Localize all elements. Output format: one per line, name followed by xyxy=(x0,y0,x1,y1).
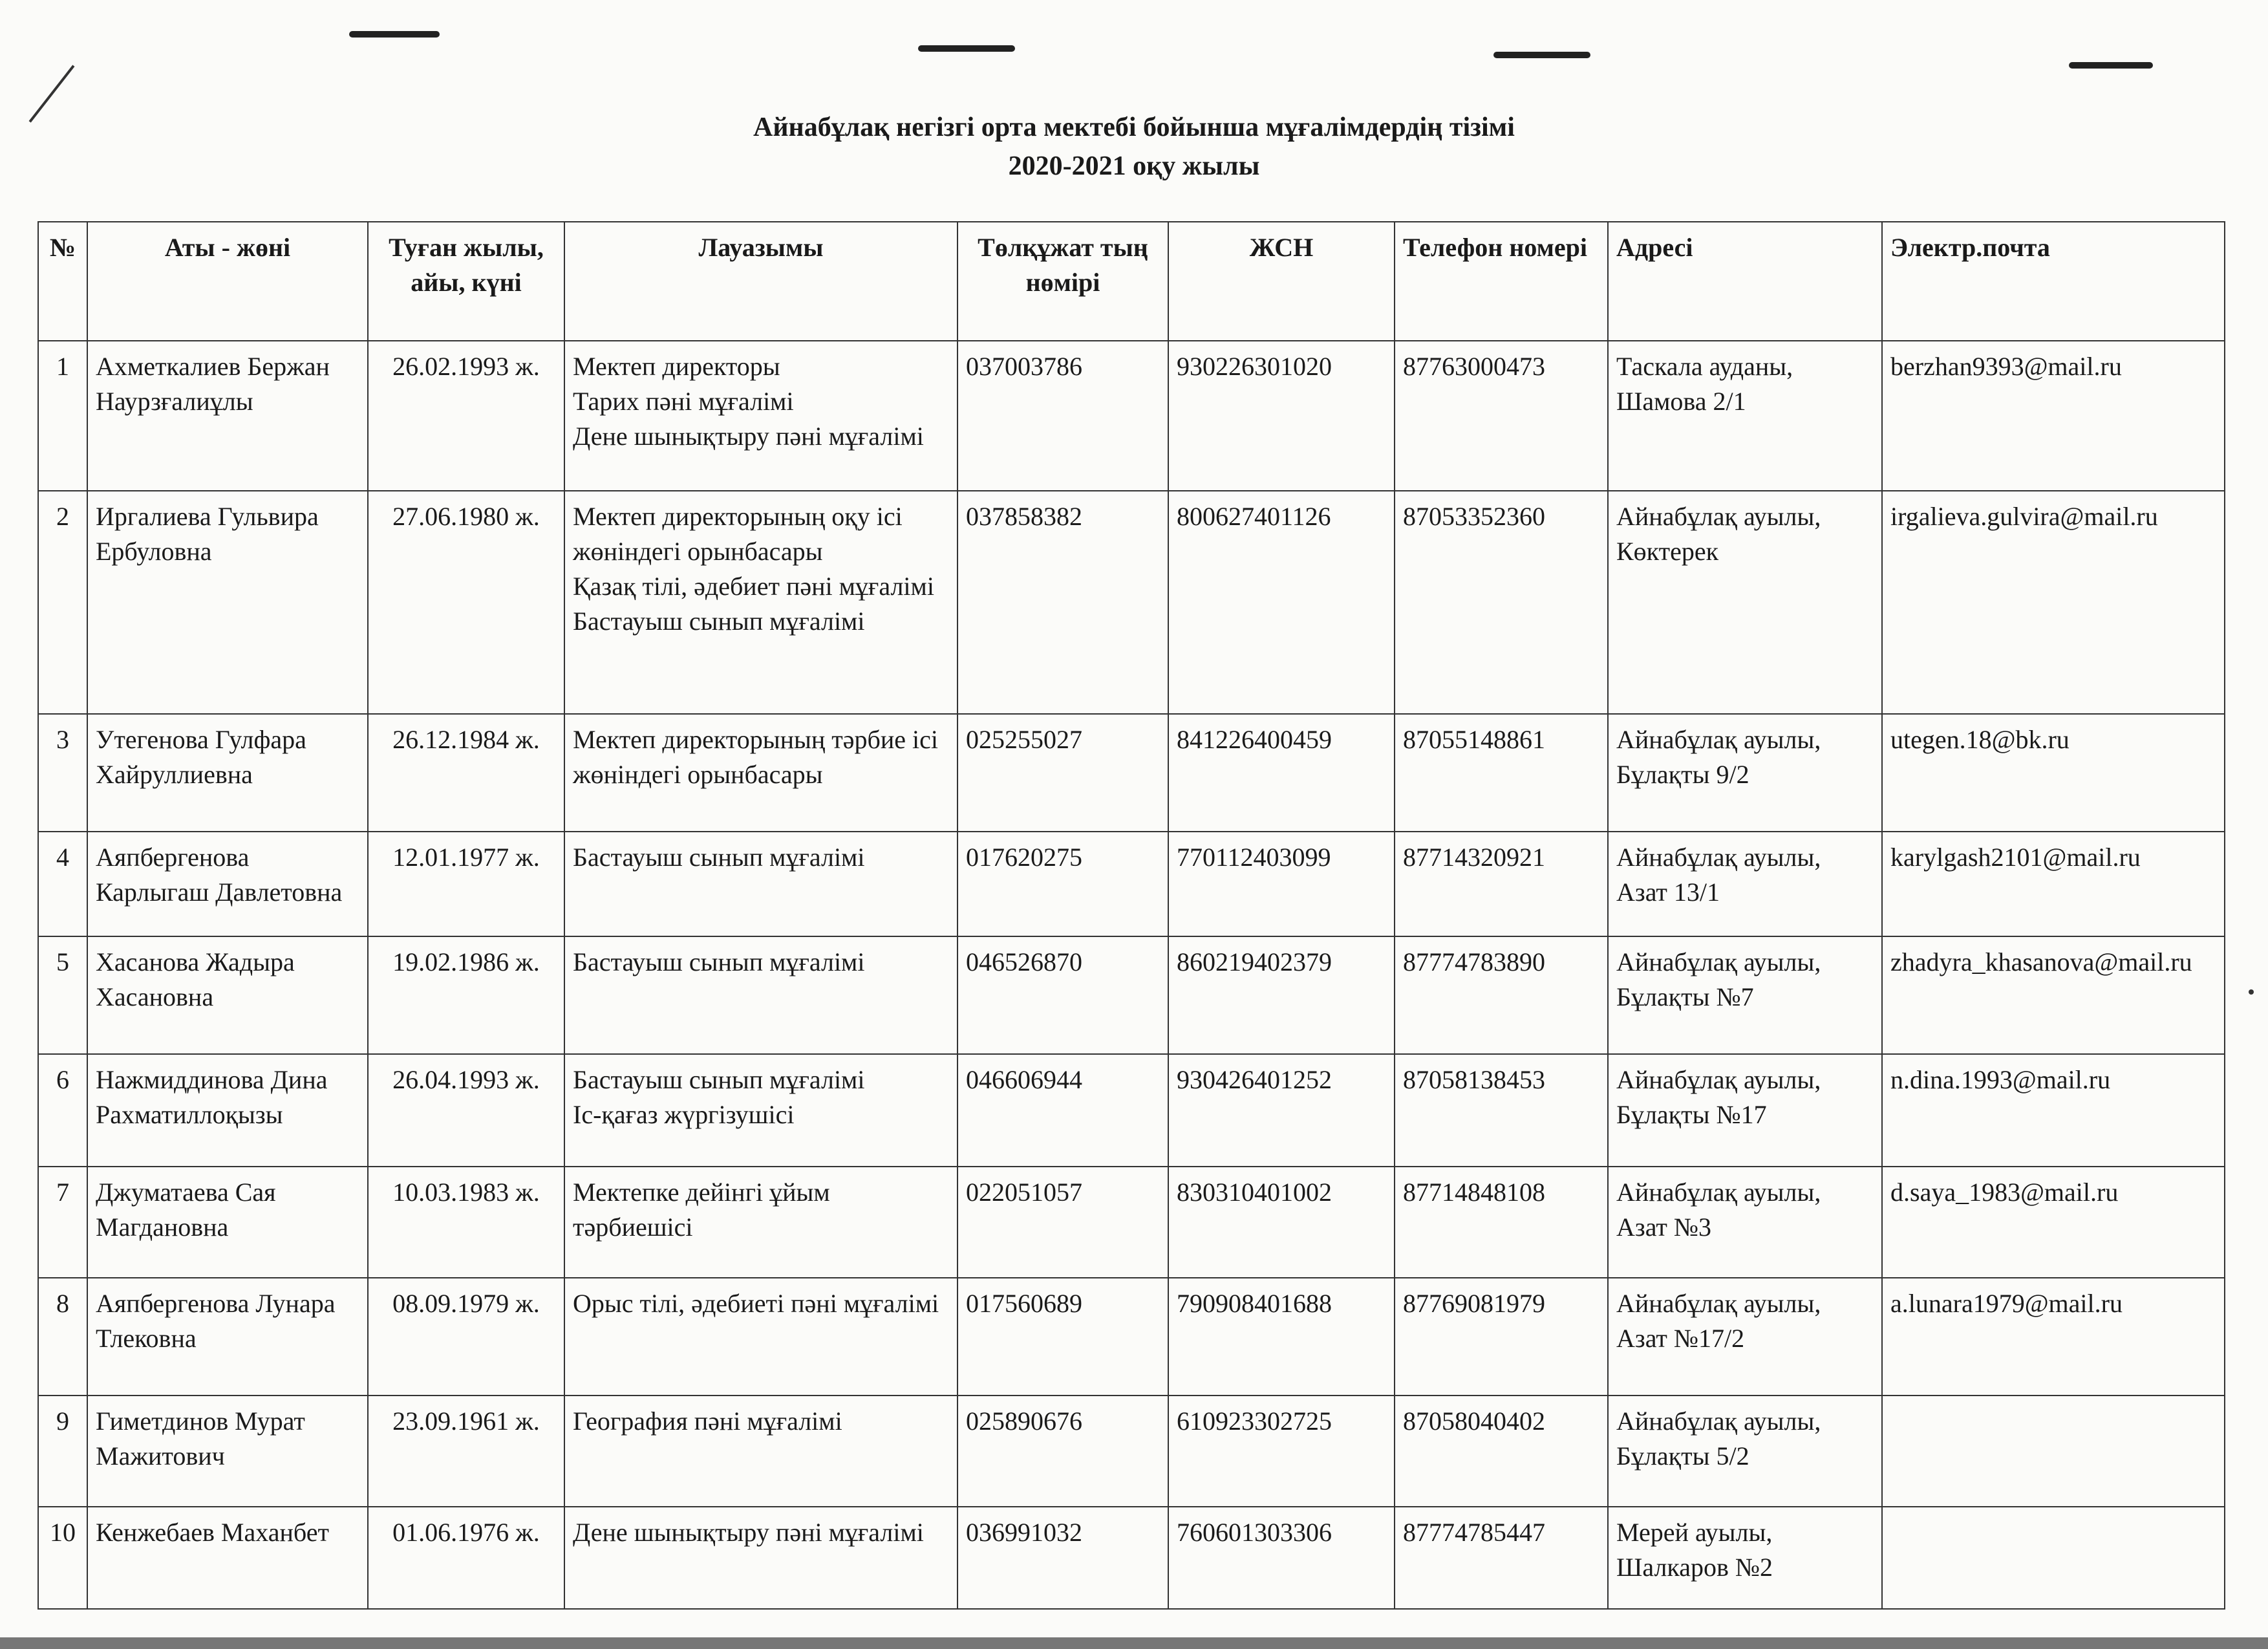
row-address: Айнабұлақ ауылы, Бұлақты 5/2 xyxy=(1608,1396,1882,1507)
row-position xyxy=(564,1167,957,1278)
row-name: Аяпбергенова Карлыгаш Давлетовна xyxy=(87,832,368,936)
row-position xyxy=(564,1507,957,1609)
row-doc-number: 025890676 xyxy=(957,1396,1168,1507)
row-address: Айнабұлақ ауылы, Азат №3 xyxy=(1608,1167,1882,1278)
row-name: Нажмиддинова Дина Рахматиллоқызы xyxy=(87,1054,368,1167)
position-line: География пәні мұғалімі xyxy=(573,1406,842,1436)
table-row xyxy=(38,491,2225,714)
row-address: Айнабұлақ ауылы, Бұлақты 9/2 xyxy=(1608,714,1882,832)
staff-table xyxy=(37,221,2225,1610)
row-phone: 87058040402 xyxy=(1395,1396,1608,1507)
row-doc-number: 022051057 xyxy=(957,1167,1168,1278)
row-num: 3 xyxy=(38,714,87,832)
table-row xyxy=(38,714,2225,832)
row-email: d.saya_1983@mail.ru xyxy=(1882,1167,2225,1278)
scan-mark xyxy=(1493,52,1590,58)
col-address-header: Адресі xyxy=(1608,222,1882,341)
row-doc-number: 046606944 xyxy=(957,1054,1168,1167)
row-position xyxy=(564,491,957,714)
position-line: Мектеп директорының оқу ісі жөніндегі орынбасары xyxy=(573,502,903,566)
row-address: Айнабұлақ ауылы, Бұлақты №17 xyxy=(1608,1054,1882,1167)
row-doc-number: 046526870 xyxy=(957,936,1168,1054)
table-row xyxy=(38,1054,2225,1167)
row-dob: 10.03.1983 ж. xyxy=(368,1167,564,1278)
row-email: n.dina.1993@mail.ru xyxy=(1882,1054,2225,1167)
position-line: Бастауыш сынып мұғалімі xyxy=(573,947,865,976)
row-doc-number: 017620275 xyxy=(957,832,1168,936)
row-phone: 87058138453 xyxy=(1395,1054,1608,1167)
row-num: 5 xyxy=(38,936,87,1054)
row-name: Иргалиева Гульвира Ербуловна xyxy=(87,491,368,714)
col-phone-header: Телефон номері xyxy=(1395,222,1608,341)
table-row xyxy=(38,1278,2225,1396)
row-iin: 760601303306 xyxy=(1168,1507,1395,1609)
scan-mark xyxy=(2069,62,2153,69)
row-dob: 26.12.1984 ж. xyxy=(368,714,564,832)
scan-mark xyxy=(349,31,440,38)
table-row xyxy=(38,341,2225,491)
row-address: Айнабұлақ ауылы, Азат 13/1 xyxy=(1608,832,1882,936)
scan-edge xyxy=(0,1637,2268,1649)
table-header-row xyxy=(38,222,2225,341)
row-email: karylgash2101@mail.ru xyxy=(1882,832,2225,936)
document-subtitle: 2020-2021 оқу жылы xyxy=(1008,151,1260,181)
row-dob: 23.09.1961 ж. xyxy=(368,1396,564,1507)
row-doc-number: 017560689 xyxy=(957,1278,1168,1396)
row-address: Айнабұлақ ауылы, Бұлақты №7 xyxy=(1608,936,1882,1054)
row-name: Утегенова Гулфара Хайруллиевна xyxy=(87,714,368,832)
row-phone: 87053352360 xyxy=(1395,491,1608,714)
row-num: 9 xyxy=(38,1396,87,1507)
row-iin: 841226400459 xyxy=(1168,714,1395,832)
row-iin: 860219402379 xyxy=(1168,936,1395,1054)
row-dob: 26.02.1993 ж. xyxy=(368,341,564,491)
row-phone: 87769081979 xyxy=(1395,1278,1608,1396)
row-iin: 610923302725 xyxy=(1168,1396,1395,1507)
row-name: Джуматаева Сая Магдановна xyxy=(87,1167,368,1278)
row-phone: 87714848108 xyxy=(1395,1167,1608,1278)
table-row xyxy=(38,936,2225,1054)
position-line: Тарих пәні мұғалімі xyxy=(573,387,794,416)
row-dob: 26.04.1993 ж. xyxy=(368,1054,564,1167)
row-name: Ахметкалиев Бержан Наурзғалиұлы xyxy=(87,341,368,491)
row-dob: 01.06.1976 ж. xyxy=(368,1507,564,1609)
row-doc-number: 025255027 xyxy=(957,714,1168,832)
row-email: zhadyra_khasanova@mail.ru xyxy=(1882,936,2225,1054)
position-line: Бастауыш сынып мұғалімі xyxy=(573,843,865,872)
row-address: Таскала ауданы, Шамова 2/1 xyxy=(1608,341,1882,491)
scan-dot xyxy=(2249,989,2254,995)
row-num: 8 xyxy=(38,1278,87,1396)
table-row xyxy=(38,832,2225,936)
col-num-header: № xyxy=(38,222,87,341)
document-title: Айнабұлақ негізгі орта мектебі бойынша мұғалімдердің тізімі xyxy=(753,113,1515,142)
position-line: Қазақ тілі, әдебиет пәні мұғалімі xyxy=(573,572,934,601)
row-email: utegen.18@bk.ru xyxy=(1882,714,2225,832)
position-line: Бастауыш сынып мұғалімі xyxy=(573,1065,865,1094)
col-dob-header: Туған жылы, айы, күні xyxy=(368,222,564,341)
row-num: 6 xyxy=(38,1054,87,1167)
position-line: Іс-қағаз жүргізушісі xyxy=(573,1100,795,1129)
position-line: Мектеп директоры xyxy=(573,352,780,381)
col-name-header: Аты - жөні xyxy=(87,222,368,341)
row-address: Мерей ауылы, Шалкаров №2 xyxy=(1608,1507,1882,1609)
row-num: 4 xyxy=(38,832,87,936)
position-line: Мектеп директорының тәрбие ісі жөніндегі орынбасары xyxy=(573,725,938,789)
row-phone: 87763000473 xyxy=(1395,341,1608,491)
position-line: Орыс тілі, әдебиеті пәні мұғалімі xyxy=(573,1289,939,1318)
table-row xyxy=(38,1167,2225,1278)
row-email xyxy=(1882,1507,2225,1609)
table-row xyxy=(38,1396,2225,1507)
row-doc-number: 036991032 xyxy=(957,1507,1168,1609)
row-doc-number: 037003786 xyxy=(957,341,1168,491)
row-position xyxy=(564,832,957,936)
position-line: Дене шынықтыру пәні мұғалімі xyxy=(573,422,924,451)
row-email: berzhan9393@mail.ru xyxy=(1882,341,2225,491)
position-line: Мектепке дейінгі ұйым тәрбиешісі xyxy=(573,1178,830,1242)
row-name: Хасанова Жадыра Хасановна xyxy=(87,936,368,1054)
row-name: Кенжебаев Маханбет xyxy=(87,1507,368,1609)
row-dob: 12.01.1977 ж. xyxy=(368,832,564,936)
table-row xyxy=(38,1507,2225,1609)
row-iin: 790908401688 xyxy=(1168,1278,1395,1396)
row-phone: 87714320921 xyxy=(1395,832,1608,936)
row-position xyxy=(564,936,957,1054)
col-email-header: Электр.почта xyxy=(1882,222,2225,341)
row-name: Гиметдинов Мурат Мажитович xyxy=(87,1396,368,1507)
row-address: Айнабұлақ ауылы, Азат №17/2 xyxy=(1608,1278,1882,1396)
row-position xyxy=(564,1396,957,1507)
row-iin: 930426401252 xyxy=(1168,1054,1395,1167)
row-email xyxy=(1882,1396,2225,1507)
row-iin: 800627401126 xyxy=(1168,491,1395,714)
row-phone: 87055148861 xyxy=(1395,714,1608,832)
scan-mark xyxy=(918,45,1015,52)
row-dob: 19.02.1986 ж. xyxy=(368,936,564,1054)
row-dob: 27.06.1980 ж. xyxy=(368,491,564,714)
col-doc-header: Төлқұжат тың нөмірі xyxy=(957,222,1168,341)
row-doc-number: 037858382 xyxy=(957,491,1168,714)
row-address: Айнабұлақ ауылы, Көктерек xyxy=(1608,491,1882,714)
col-iin-header: ЖСН xyxy=(1168,222,1395,341)
col-position-header: Лауазымы xyxy=(564,222,957,341)
row-num: 10 xyxy=(38,1507,87,1609)
row-iin: 930226301020 xyxy=(1168,341,1395,491)
row-email: a.lunara1979@mail.ru xyxy=(1882,1278,2225,1396)
row-num: 1 xyxy=(38,341,87,491)
row-position xyxy=(564,1278,957,1396)
row-position xyxy=(564,1054,957,1167)
row-phone: 87774785447 xyxy=(1395,1507,1608,1609)
row-dob: 08.09.1979 ж. xyxy=(368,1278,564,1396)
row-iin: 830310401002 xyxy=(1168,1167,1395,1278)
row-position xyxy=(564,341,957,491)
row-iin: 770112403099 xyxy=(1168,832,1395,936)
row-num: 7 xyxy=(38,1167,87,1278)
row-email: irgalieva.gulvira@mail.ru xyxy=(1882,491,2225,714)
row-num: 2 xyxy=(38,491,87,714)
position-line: Бастауыш сынып мұғалімі xyxy=(573,607,865,636)
position-line: Дене шынықтыру пәні мұғалімі xyxy=(573,1518,924,1547)
row-phone: 87774783890 xyxy=(1395,936,1608,1054)
row-name: Аяпбергенова Лунара Тлековна xyxy=(87,1278,368,1396)
row-position xyxy=(564,714,957,832)
